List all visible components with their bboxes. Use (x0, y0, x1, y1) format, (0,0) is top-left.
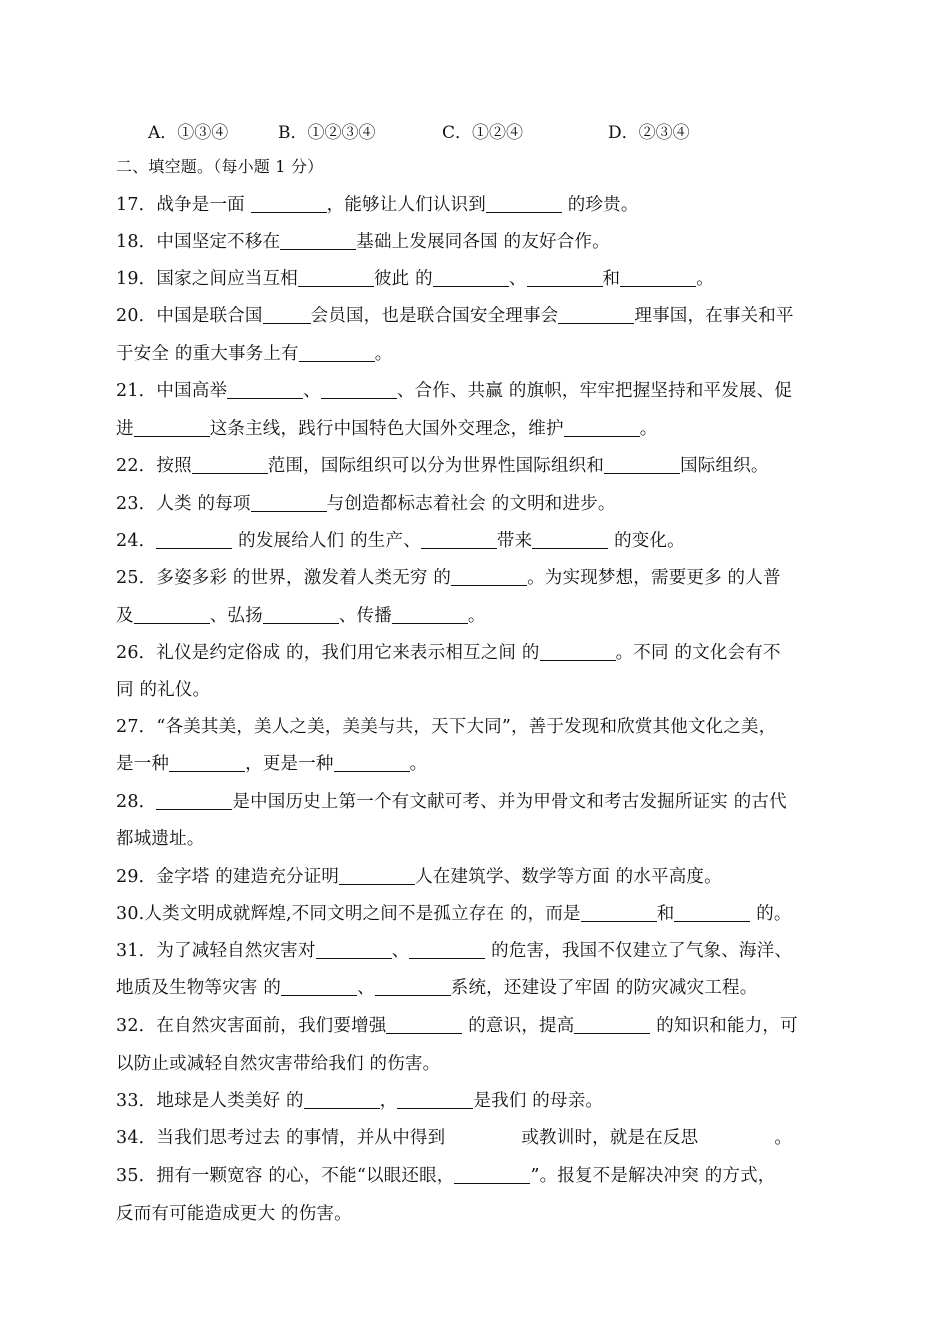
text-line (116, 339, 838, 369)
text-line (116, 152, 838, 182)
line-text: 是中国历史上第一个有文献可考、并为甲骨文和考古发掘所证实 的古代 (232, 792, 787, 812)
line-text: 和 (602, 269, 621, 289)
line-text: 都城遗址。 (116, 829, 205, 849)
answer-blank[interactable] (564, 418, 640, 437)
line-text: 以防止或减轻自然灾害带给我们 的伤害。 (116, 1054, 441, 1074)
text-line (116, 973, 838, 1003)
text-line (116, 563, 838, 593)
line-text: 进 (116, 419, 134, 439)
line-text: 是我们 的母亲。 (473, 1091, 604, 1111)
line-text: 范围，国际组织可以分为世界性国际组织和 (267, 456, 605, 476)
line-text: 。 (374, 344, 393, 364)
text-line (116, 1123, 838, 1153)
answer-blank[interactable] (433, 268, 509, 287)
line-text: 、 (391, 941, 410, 961)
text-line (116, 190, 838, 220)
line-text: 这条主线，践行中国特色大国外交理念，维护 (209, 419, 564, 439)
line-text: 、 (508, 269, 527, 289)
answer-blank[interactable] (392, 605, 468, 624)
line-text: 、 (303, 381, 321, 401)
text-line (116, 675, 838, 705)
answer-blank[interactable] (620, 268, 696, 287)
line-text: 22．按照 (116, 456, 192, 476)
line-text: 是一种 (116, 754, 170, 774)
answer-blank[interactable] (421, 530, 497, 549)
text-line (116, 638, 838, 668)
option-b: B．①②③④ (278, 123, 376, 143)
text-line (116, 712, 838, 742)
line-text: 同 的礼仪。 (116, 680, 211, 700)
answer-blank[interactable] (339, 866, 415, 885)
option-c: C．①②④ (442, 123, 524, 143)
answer-blank[interactable] (298, 268, 374, 287)
line-text: 19．国家之间应当互相 (116, 269, 298, 289)
answer-blank[interactable] (574, 1015, 650, 1034)
answer-blank[interactable] (386, 1015, 462, 1034)
answer-blank[interactable] (558, 305, 634, 324)
line-text: 的。 (750, 904, 792, 924)
text-line (116, 824, 838, 854)
answer-blank[interactable] (263, 605, 339, 624)
text-line (116, 899, 838, 929)
answer-blank[interactable] (445, 1128, 521, 1146)
line-text: 。 (696, 269, 714, 289)
answer-blank[interactable] (227, 380, 303, 399)
line-text: 。 (467, 606, 486, 626)
line-text: 34．当我们思考过去 的事情，并从中得到 (116, 1128, 446, 1148)
answer-blank[interactable] (540, 642, 616, 661)
text-line (116, 489, 838, 519)
answer-blank[interactable] (409, 940, 485, 959)
line-text: ， (379, 1091, 398, 1111)
line-text: 25．多姿多彩 的世界，激发着人类无穷 的 (116, 568, 452, 588)
line-text: 17．战争是一面 (116, 195, 251, 215)
line-text: 系统，还建设了牢固 的防灾减灾工程。 (450, 978, 758, 998)
text-line (116, 601, 838, 631)
line-text: 理事国，在事关和平 (634, 306, 794, 326)
line-text: 33．地球是人类美好 的 (116, 1091, 304, 1111)
line-text: 、 (357, 978, 375, 998)
answer-blank[interactable] (316, 940, 392, 959)
line-text: 及 (116, 606, 134, 626)
line-text: 会员国，也是联合国安全理事会 (310, 306, 559, 326)
line-text: 。为实现梦想，需要更多 的人普 (527, 568, 781, 588)
text-line (116, 862, 838, 892)
answer-blank[interactable] (263, 305, 311, 324)
line-text: 35．拥有一颗宽容 的心，不能“以眼还眼， (116, 1166, 455, 1186)
answer-blank[interactable] (280, 231, 356, 250)
answer-blank[interactable] (451, 567, 527, 586)
answer-blank[interactable] (156, 530, 232, 549)
line-text: 的危害，我国不仅建立了气象、海洋、 (485, 941, 793, 961)
text-line (116, 1049, 838, 1079)
line-text: 彼此 的 (373, 269, 433, 289)
line-text: 的知识和能力，可 (650, 1016, 798, 1036)
line-text: 带来 (496, 531, 533, 551)
text-line (116, 301, 838, 331)
answer-blank[interactable] (454, 1165, 530, 1184)
line-text: 20．中国是联合国 (116, 306, 263, 326)
line-text: 23．人类 的每项 (116, 494, 251, 514)
line-text: 21．中国高举 (116, 381, 228, 401)
answer-blank[interactable] (604, 455, 680, 474)
line-text: 、弘扬 (209, 606, 263, 626)
answer-blank[interactable] (169, 753, 245, 772)
text-line (116, 1086, 838, 1116)
text-line (116, 749, 838, 779)
answer-blank[interactable] (134, 605, 210, 624)
text-line (116, 1199, 838, 1229)
line-text: 31．为了减轻自然灾害对 (116, 941, 316, 961)
line-text: 。 (409, 754, 428, 774)
answer-blank[interactable] (334, 753, 410, 772)
answer-blank[interactable] (251, 194, 327, 213)
text-line (116, 936, 838, 966)
answer-blank[interactable] (674, 903, 750, 922)
answer-blank[interactable] (281, 977, 357, 996)
line-text: 、合作、共赢 的旗帜，牢牢把握坚持和平发展、促 (396, 381, 793, 401)
answer-blank[interactable] (486, 194, 562, 213)
answer-blank[interactable] (581, 903, 657, 922)
text-line (116, 376, 838, 406)
answer-blank[interactable] (397, 1090, 473, 1109)
text-line (116, 1011, 838, 1041)
line-text: 反而有可能造成更大 的伤害。 (116, 1204, 352, 1224)
line-text: 的珍贵。 (561, 195, 639, 215)
line-text: 的发展给人们 的生产、 (232, 531, 421, 551)
line-text: 基础上发展同各国 的友好合作。 (356, 232, 610, 252)
line-text: 和 (656, 904, 675, 924)
line-text: ”。报复不是解决冲突 的方式， (530, 1166, 776, 1186)
answer-blank[interactable] (251, 493, 327, 512)
answer-blank[interactable] (134, 418, 210, 437)
line-text: 人在建筑学、数学等方面 的水平高度。 (415, 867, 722, 887)
line-text: 29．金字塔 的建造充分证明 (116, 867, 340, 887)
answer-blank[interactable] (532, 530, 608, 549)
answer-blank[interactable] (321, 380, 397, 399)
option-d: D．②③④ (608, 123, 690, 143)
option-a: A．①③④ (148, 123, 229, 143)
line-text: 18．中国坚定不移在 (116, 232, 281, 252)
line-text: 28． (116, 792, 157, 812)
text-line (116, 264, 838, 294)
line-text: 27．“各美其美，美人之美，美美与共，天下大同”，善于发现和欣赏其他文化之美， (116, 717, 777, 737)
line-text: 的意识，提高 (462, 1016, 575, 1036)
answer-blank[interactable] (192, 455, 268, 474)
line-text: 于安全 的重大事务上有 (116, 344, 299, 364)
line-text: 二、填空题。（每小题 1 分） (116, 157, 324, 176)
text-line (116, 414, 838, 444)
text-line (116, 227, 838, 257)
line-text: 与创造都标志着社会 的文明和进步。 (326, 494, 616, 514)
answer-blank[interactable] (698, 1128, 774, 1146)
answer-blank[interactable] (527, 268, 603, 287)
answer-blank[interactable] (304, 1090, 380, 1109)
line-text: 30.人类文明成就辉煌,不同文明之间不是孤立存在 的，而是 (116, 904, 581, 924)
text-line (116, 787, 838, 817)
line-text: 或教训时，就是在反思 (521, 1128, 699, 1148)
line-text: 国际组织。 (680, 456, 769, 476)
line-text: ，更是一种 (245, 754, 334, 774)
text-line (116, 1161, 838, 1191)
line-text: 。不同 的文化会有不 (615, 643, 781, 663)
text-line (116, 451, 838, 481)
line-text: 地质及生物等灾害 的 (116, 978, 282, 998)
line-text: 的变化。 (608, 531, 685, 551)
answer-blank[interactable] (299, 343, 375, 362)
answer-blank[interactable] (156, 791, 232, 810)
line-text: 。 (639, 419, 658, 439)
line-text: 24． (116, 531, 157, 551)
line-text: 。 (774, 1128, 793, 1148)
line-text: 26．礼仪是约定俗成 的，我们用它来表示相互之间 的 (116, 643, 540, 663)
line-text: ，能够让人们认识到 (326, 195, 486, 215)
answer-blank[interactable] (375, 977, 451, 996)
line-text: 、传播 (338, 606, 392, 626)
text-line (116, 526, 838, 556)
line-text: 32．在自然灾害面前，我们要增强 (116, 1016, 387, 1036)
